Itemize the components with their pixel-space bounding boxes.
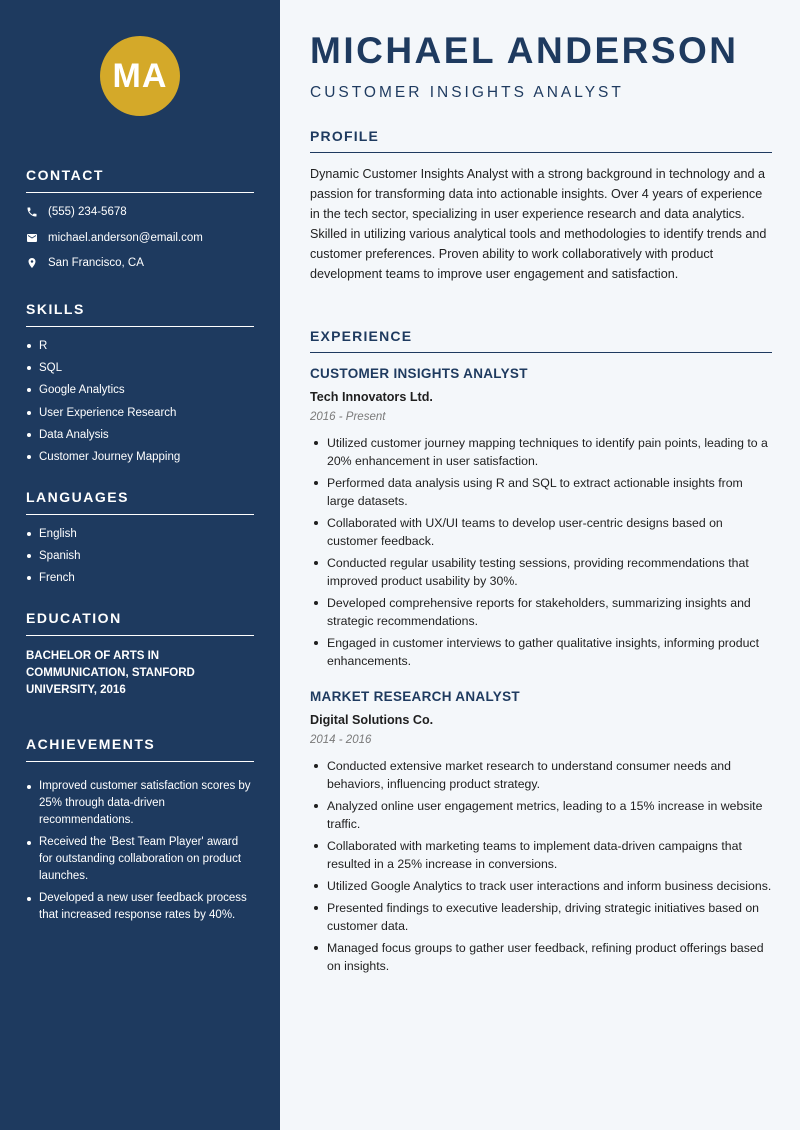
education-degree: BACHELOR OF ARTS IN COMMUNICATION, STANFORD UNIVERSITY, 2016 xyxy=(26,650,195,697)
job-company: Tech Innovators Ltd. xyxy=(310,390,433,404)
languages-list xyxy=(26,527,254,585)
contact-email xyxy=(26,231,254,245)
contact-phone xyxy=(26,205,254,219)
job-bullets xyxy=(310,434,772,670)
job-title: CUSTOMER INSIGHTS ANALYST xyxy=(310,366,528,381)
job-bullet: Performed data analysis using R and SQL to extract actionable insights from large datasets. xyxy=(310,474,772,510)
skill-item: R xyxy=(26,339,254,353)
contact-location xyxy=(26,256,254,270)
achievements-list xyxy=(26,778,254,924)
skill-item: Google Analytics xyxy=(26,383,254,397)
job-bullet: Analyzed online user engagement metrics, leading to a 15% increase in website traffic. xyxy=(310,797,772,833)
job-dates: 2014 - 2016 xyxy=(310,734,372,746)
job-title: MARKET RESEARCH ANALYST xyxy=(310,689,520,704)
profile-heading: PROFILE xyxy=(310,128,772,153)
skill-item: SQL xyxy=(26,361,254,375)
contact-heading: CONTACT xyxy=(26,167,254,193)
skills-heading: SKILLS xyxy=(26,301,254,327)
job-company: Digital Solutions Co. xyxy=(310,713,434,727)
contact-section xyxy=(26,167,254,270)
skill-item: User Experience Research xyxy=(26,406,254,420)
skill-item: Customer Journey Mapping xyxy=(26,450,254,464)
candidate-role: CUSTOMER INSIGHTS ANALYST xyxy=(310,84,624,101)
achievements-heading: ACHIEVEMENTS xyxy=(26,736,254,762)
job-bullets xyxy=(310,757,772,975)
languages-heading: LANGUAGES xyxy=(26,489,254,515)
achievement-item: Received the 'Best Team Player' award for outstanding collaboration on product launches. xyxy=(26,834,254,885)
experience-heading: EXPERIENCE xyxy=(310,328,772,353)
location-pin-icon xyxy=(26,257,38,269)
location-text: San Francisco, CA xyxy=(48,257,144,269)
candidate-name: MICHAEL ANDERSON xyxy=(310,30,739,71)
job-bullet: Collaborated with UX/UI teams to develop user-centric designs based on customer feedback. xyxy=(310,514,772,550)
achievement-item: Developed a new user feedback process that increased response rates by 40%. xyxy=(26,890,254,924)
skill-item: Data Analysis xyxy=(26,428,254,442)
sidebar xyxy=(0,0,280,1130)
language-item: French xyxy=(26,571,254,585)
avatar-initials: MA xyxy=(112,56,168,95)
job-bullet: Developed comprehensive reports for stakeholders, summarizing insights and strategic recommendations. xyxy=(310,594,772,630)
languages-section xyxy=(26,489,254,585)
job-entry xyxy=(310,689,772,979)
job-bullet: Conducted regular usability testing sessions, providing recommendations that improved product usability by 30%. xyxy=(310,554,772,590)
phone-text: (555) 234-5678 xyxy=(48,206,127,218)
language-item: Spanish xyxy=(26,549,254,563)
job-bullet: Conducted extensive market research to understand consumer needs and behaviors, influencing product strategy. xyxy=(310,757,772,793)
achievement-item: Improved customer satisfaction scores by 25% through data-driven recommendations. xyxy=(26,778,254,829)
profile-text: Dynamic Customer Insights Analyst with a strong background in technology and a passion for transforming data into actionable insights. Over 4 years of experience in the tech sector, specializing in user experience research and data analytics. Skilled in utilizing various analytical tools and methodologies to identify trends and customer preferences. Proven ability to work collaboratively with product development teams to improve user engagement and satisfaction. xyxy=(310,167,767,281)
education-heading: EDUCATION xyxy=(26,610,254,636)
job-bullet: Utilized Google Analytics to track user interactions and inform business decisions. xyxy=(310,877,772,895)
job-bullet: Utilized customer journey mapping techniques to identify pain points, leading to a 20% enhancement in user satisfaction. xyxy=(310,434,772,470)
job-bullet: Collaborated with marketing teams to implement data-driven campaigns that resulted in a 25% increase in conversions. xyxy=(310,837,772,873)
email-icon xyxy=(26,232,38,244)
education-section xyxy=(26,610,254,699)
job-bullet: Managed focus groups to gather user feedback, refining product offerings based on insights. xyxy=(310,939,772,975)
job-entry xyxy=(310,366,772,674)
phone-icon xyxy=(26,206,38,218)
skills-section xyxy=(26,301,254,464)
email-text: michael.anderson@email.com xyxy=(48,231,203,244)
job-bullet: Engaged in customer interviews to gather qualitative insights, informing product enhancements. xyxy=(310,634,772,670)
job-bullet: Presented findings to executive leadership, driving strategic initiatives based on customer data. xyxy=(310,899,772,935)
skills-list xyxy=(26,339,254,464)
avatar xyxy=(100,36,180,116)
achievements-section xyxy=(26,736,254,924)
language-item: English xyxy=(26,527,254,541)
job-dates: 2016 - Present xyxy=(310,411,386,423)
